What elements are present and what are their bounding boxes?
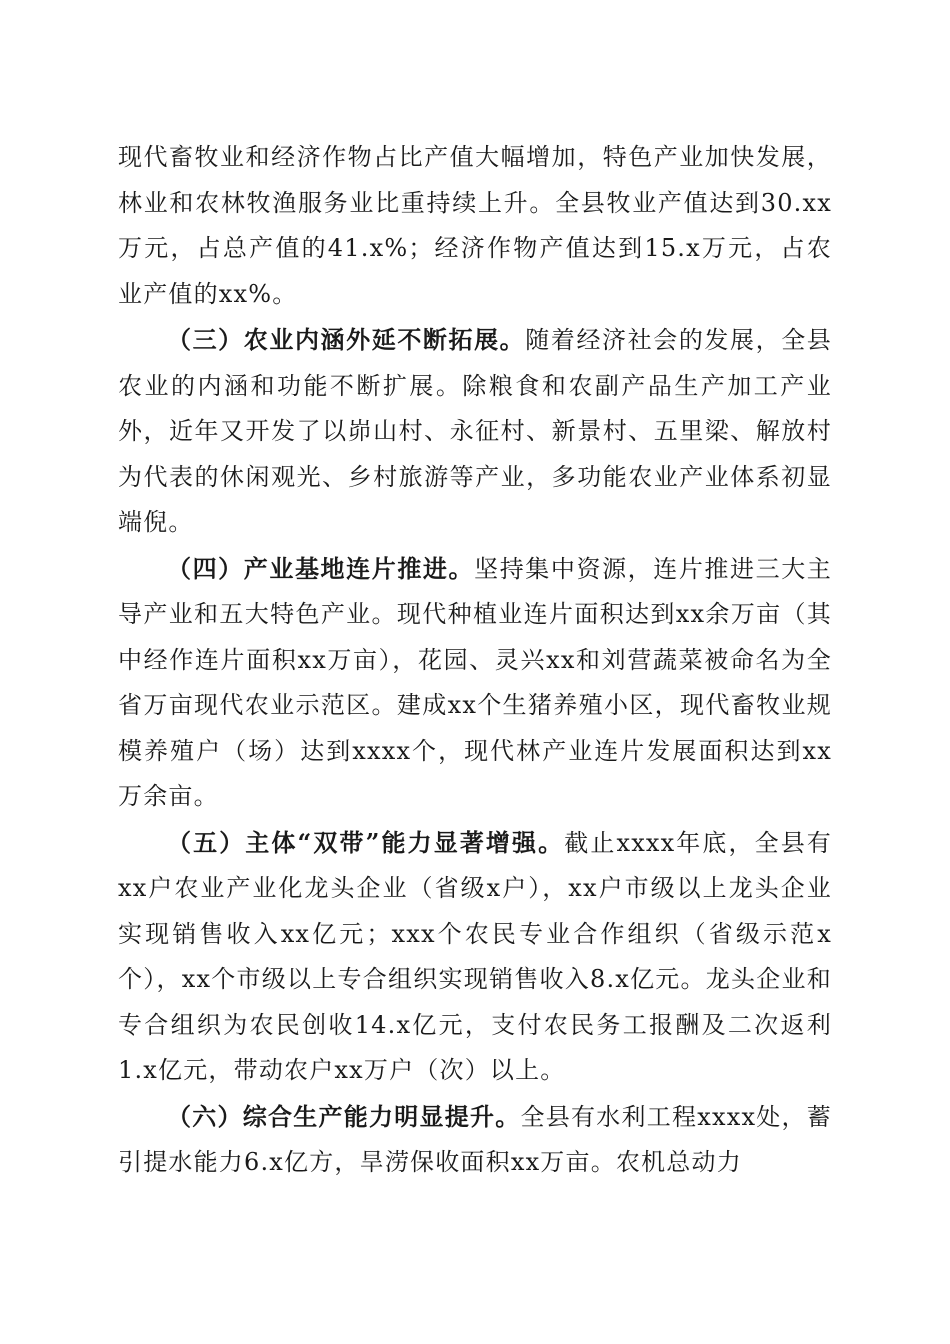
section-6-text: 全县有水利工程xxxx处，蓄引提水能力6.x亿方，旱涝保收面积xx万亩。农机总动力 xyxy=(118,1102,832,1176)
section-3-text: 随着经济社会的发展，全县农业的内涵和功能不断扩展。除粮食和农副产品生产加工产业外，近年又开发了以峁山村、永征村、新景村、五里梁、解放村为代表的休闲观光、乡村旅游等产业，多功能农业产业体系初显端倪。 xyxy=(118,326,832,536)
section-5-heading: （五）主体“双带”能力显著增强。 xyxy=(167,827,565,857)
paragraph-section-4 xyxy=(118,546,832,820)
paragraph-section-6 xyxy=(118,1094,832,1186)
paragraph-intro-text: 现代畜牧业和经济作物占比产值大幅增加，特色产业加快发展，林业和农林牧渔服务业比重持续上升。全县牧业产值达到30.xx万元，占总产值的41.x%；经济作物产值达到15.x万元，占农业产值的xx%。 xyxy=(118,143,832,308)
paragraph-section-5 xyxy=(118,820,832,1094)
paragraph-section-3 xyxy=(118,317,832,546)
section-4-text: 坚持集中资源，连片推进三大主导产业和五大特色产业。现代种植业连片面积达到xx余万亩（其中经作连片面积xx万亩），花园、灵兴xx和刘营蔬菜被命名为全省万亩现代农业示范区。建成xx个生猪养殖小区，现代畜牧业规模养殖户（场）达到xxxx个，现代林产业连片发展面积达到xx万余亩。 xyxy=(118,554,832,810)
document-body xyxy=(118,135,832,1186)
section-5-text: 截止xxxx年底，全县有xx户农业产业化龙头企业（省级x户），xx户市级以上龙头企业实现销售收入xx亿元；xxx个农民专业合作组织（省级示范x个），xx个市级以上专合组织实现销售收入8.x亿元。龙头企业和专合组织为农民创收14.x亿元，支付农民务工报酬及二次返利1.x亿元，带动农户xx万户（次）以上。 xyxy=(118,828,833,1084)
section-3-heading: （三）农业内涵外延不断拓展。 xyxy=(167,325,526,354)
section-4-heading: （四）产业基地连片推进。 xyxy=(167,553,475,583)
section-6-heading: （六）综合生产能力明显提升。 xyxy=(167,1101,521,1131)
paragraph-intro xyxy=(118,135,832,317)
